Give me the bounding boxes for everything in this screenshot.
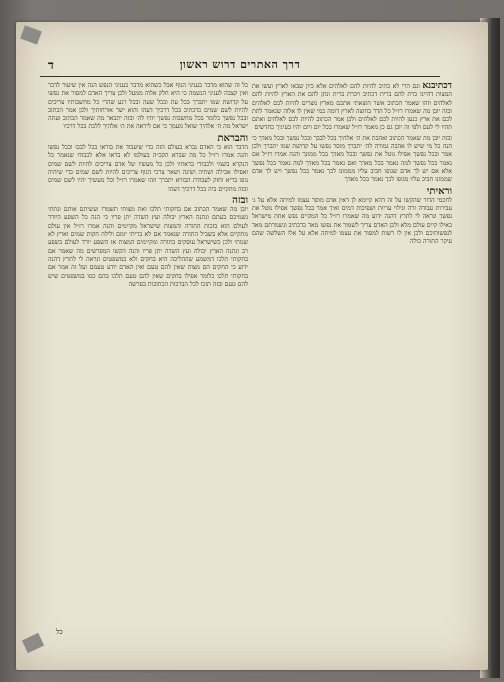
- text-column-left: [48, 82, 248, 291]
- paragraph-text: כל זה שהוא מדבר בעניני הגוף אבל כשהוא מדבר בעניני הנפש הנה אין שיעור לדבר ואין קצבה לעניני הנשמה כי היא חלק אלוה ממעל ולכן צריך האדם למסור את נפשו על קדושת שמו יתברך בכל עת ובכל שעה ובכל רגע שהרי כל מחשבותיו צריכים להיות לשם שמים כדכתיב בכל דרכיך דעהו והוא ישר אורחותיך ולכן אמר הכתוב ובכל נפשך כלומר בכל מחשבות נפשך יהיו לה׳ ובזה יתבאר מה שאמר הכתוב ועתה ישראל מה ה׳ אלהיך שואל מעמך כי אם ליראה את ה׳ אלהיך ללכת בכל דרכיו: [48, 82, 248, 131]
- catchword: כל: [56, 628, 63, 636]
- paragraph: [48, 82, 248, 132]
- paragraph-lead-word: דכתיבנא: [422, 81, 452, 91]
- section-lead-word: וראיתי: [426, 185, 452, 197]
- text-column-right: [252, 82, 452, 249]
- running-head: דרך האתרים דרוש ראשון: [179, 58, 301, 71]
- paragraph-text: הדבר הוא כי האדם נברא בעולם הזה כדי שיעבוד את בוראו בכל לבבו ובכל נפשו והנה אמרו רז״ל כל מה שברא הקב״ה בעולמו לא בראו אלא לכבודו שנאמר כל הנקרא בשמי ולכבודי בראתיו ולכן כל מעשיו של אדם צריכים להיות לשם שמים ואפילו אכילה ושתיה ושינה ושאר צרכי הגוף צריכים להיות לשם שמים כדי שיהיה גופו בריא וחזק לעבודת הבורא יתברך וזהו שאמרו רז״ל וכל מעשיך יהיו לשם שמים ובזה מתקיים ביה בכל דרכיך דעהו: [48, 144, 248, 193]
- section-lead-word: ובזה: [232, 194, 248, 206]
- paragraph-text: ובזה יובן מה שאמר הכתוב ואהבת את ה׳ אלהיך בכל לבבך ובכל נפשך ובכל מאדך כי הנה כל מי שיש לו אהבה גמורה לה׳ יתברך מוסר נפשו על קדושת שמו יתברך ולכן אמר ובכל נפשך אפילו נוטל את נפשך ובכל מאדך בכל ממונך והנה אמרו רז״ל אם נאמר בכל נפשך למה נאמר בכל מאדך ואם נאמר בכל מאדך למה נאמר בכל נפשך אלא אם יש לך אדם שגופו חביב עליו מממונו לכך נאמר בכל נפשך ויש לך אדם שממונו חביב עליו מגופו לכך נאמר בכל מאדך: [252, 134, 452, 184]
- paragraph-text: יובן מה שאמר הכתוב אם בחקותי תלכו ואת מצותי תשמרו ועשיתם אותם ונתתי גשמיכם בעתם ונתנה הארץ יבולה ועץ השדה יתן פריו כי הנה כל השפע היורד לעולם הוא בזכות התורה והמצות שישראל מקיימים והנה אמרו רז״ל אין עולם מתקיים אלא בשביל התורה שנאמר אם לא בריתי יומם ולילה חקות שמים וארץ לא שמתי ולכן כשישראל עוסקים בתורה ומקיימים המצות אז השפע יורד לעולם בשפע רב ונתנה הארץ יבולה ועץ השדה יתן פריו והנה הקשו המפרשים מה שאמר אם בחקותי תלכו דמשמע שההליכה היא בחקים ולא במשפטים ונראה לי לתרץ דהנה ידוע כי החקים הם מצות שאין להם טעם ואין האדם יודע טעמם ועל זה אמר אם בחקותי תלכו כלומר אפילו בחקים שאין להם טעם תלכו בהם כמו במשפטים שיש להם טעם ובזה תזכו לכל הברכות הכתובות בפרשה: [48, 206, 248, 288]
- paragraph: [252, 135, 452, 185]
- header-rule: [40, 76, 440, 77]
- paragraph: [48, 132, 248, 194]
- paragraph: [48, 194, 248, 289]
- section-lead-word: והבראת: [217, 132, 248, 144]
- paragraph-text: וגם הרי לא כתיב להיות להם לאלהים אלא כיון שבאו לארץ ועשו את המצות דהיינו כרת להם ברית דכתיב ויכרת ברית ונתן להם את הארץ להיות להם לאלהים וזהו שאמר הכתוב אשר הוצאתי אתכם מארץ מצרים להיות לכם לאלהים ובזה יובן מה שאמרו רז״ל כל הדר בחוצה לארץ דומה כמי שאין לו אלוה שנאמר לתת לכם את ארץ כנען להיות לכם לאלהים ולכן אמר הכתוב להיות לכם לאלהים ואתם תהיו לי לעם ולפי זה יובן גם כן מאמר רז״ל שאמרו בכל יום ויום יהיו בעיניך כחדשים: [252, 83, 452, 132]
- paragraph-text: לחכמי הדור שהקשו על זה דהא קיימא לן דאין אדם מוסר עצמו למיתה אלא על ג׳ עבירות עבודה זרה וגילוי עריות ושפיכות דמים ואיך אמר בכל נפשך אפילו נוטל את נפשך ונראה לי לתרץ דהנה ידוע מה שאמרו רז״ל כל המקיים נפש אחת מישראל כאילו קיים עולם מלא ולכן האדם צריך לשמור את נפשו מאד כדכתיב ונשמרתם מאד לנפשותיכם ולכן אין לו רשות למסור את עצמו למיתה אלא על אלו השלשה שהם עיקר התורה כולה: [252, 196, 452, 246]
- paragraph: [252, 185, 452, 247]
- paragraph: [252, 82, 452, 133]
- page-number-letter: ד: [48, 58, 54, 72]
